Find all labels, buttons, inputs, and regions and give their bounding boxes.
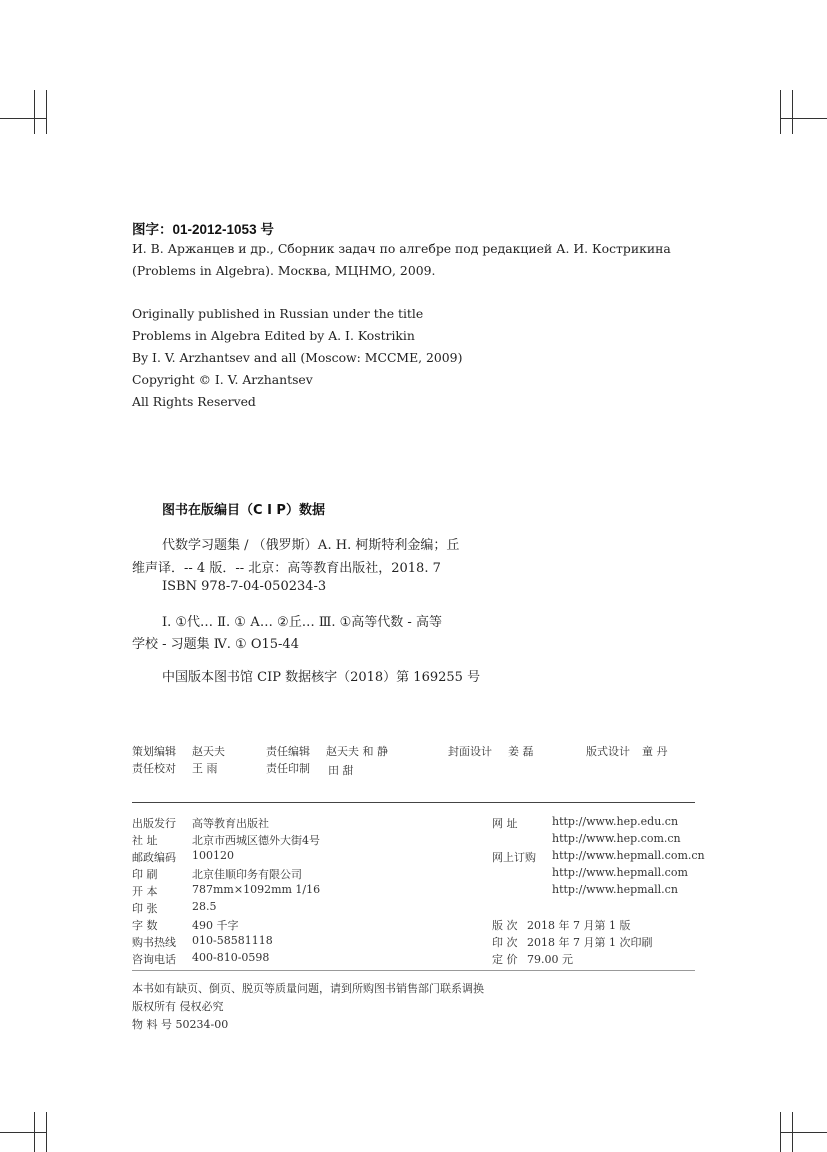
russian-source <box>132 238 671 282</box>
pub-label: 开 本 <box>132 885 158 898</box>
staff-name: 童 丹 <box>642 745 668 758</box>
quality-notice: 本书如有缺页、倒页、脱页等质量问题，请到所购图书销售部门联系调换 <box>132 982 484 995</box>
notice-line: By I. V. Arzhantsev and all (Moscow: MCCME, 2009) <box>132 350 463 365</box>
staff-name: 姜 磊 <box>508 745 534 758</box>
cip-line: 维声译．-- 4 版．-- 北京：高等教育出版社，2018. 7 <box>132 561 441 576</box>
notice-line: Originally published in Russian under the title <box>132 306 424 321</box>
staff-name: 赵天夫 <box>192 745 225 758</box>
russian-source-line: (Problems in Algebra). Москва, МЦНМО, 2009. <box>132 263 436 278</box>
web-address: http://www.hep.edu.cn <box>552 815 679 828</box>
staff-role: 策划编辑 <box>132 745 176 758</box>
pub-label: 印 刷 <box>132 868 158 881</box>
web-address: http://www.hepmall.cn <box>552 883 678 896</box>
notice-line: All Rights Reserved <box>132 394 256 409</box>
pub-label: 邮政编码 <box>132 851 176 864</box>
pub-label: 定 价 <box>492 953 518 966</box>
crop-mark <box>780 1132 827 1133</box>
pub-value: 高等教育出版社 <box>192 817 269 830</box>
pub-value: 490 千字 <box>192 919 239 932</box>
crop-mark <box>0 118 46 119</box>
pub-label: 版 次 <box>492 919 518 932</box>
pub-value: 2018 年 7 月第 1 次印刷 <box>527 936 653 949</box>
pub-label: 出版发行 <box>132 817 176 830</box>
crop-mark <box>34 90 35 134</box>
pub-value: 100120 <box>192 849 234 862</box>
crop-mark <box>0 1132 46 1133</box>
staff-role: 版式设计 <box>586 745 630 758</box>
crop-mark <box>46 90 47 134</box>
staff-role: 封面设计 <box>448 745 492 758</box>
registration-number: 图字：01-2012-1053 号 <box>132 222 274 237</box>
cip-line: 中国版本图书馆 CIP 数据核字（2018）第 169255 号 <box>162 670 481 685</box>
crop-mark <box>780 118 827 119</box>
pub-value: 010-58581118 <box>192 934 273 947</box>
pub-value: 787mm×1092mm 1/16 <box>192 883 321 896</box>
price: 79.00 元 <box>527 953 573 966</box>
material-number: 物 料 号 50234-00 <box>132 1018 229 1031</box>
copyright-notice <box>132 303 462 413</box>
pub-label: 社 址 <box>132 834 158 847</box>
staff-name: 田 甜 <box>328 764 354 777</box>
pub-label: 字 数 <box>132 919 158 932</box>
pub-label: 购书热线 <box>132 936 176 949</box>
pub-value: 28.5 <box>192 900 217 913</box>
cip-line: 学校 - 习题集 Ⅳ. ① O15-44 <box>132 637 299 652</box>
cip-line: Ⅰ. ①代… Ⅱ. ① А… ②丘… Ⅲ. ①高等代数 - 高等 <box>162 615 442 630</box>
copyright-reserved: 版权所有 侵权必究 <box>132 1000 224 1013</box>
crop-mark <box>792 90 793 134</box>
staff-name: 赵天夫 和 静 <box>326 745 388 758</box>
top-rule <box>132 802 695 803</box>
staff-name: 王 雨 <box>192 762 218 775</box>
crop-mark <box>780 90 781 134</box>
cip-line: ISBN 978-7-04-050234-3 <box>162 579 327 594</box>
web-address: http://www.hepmall.com <box>552 866 688 879</box>
pub-label: 印 次 <box>492 936 518 949</box>
cip-line: 代数学习题集 / （俄罗斯）А. Н. 柯斯特利金编；丘 <box>162 538 460 553</box>
pub-label: 咨询电话 <box>132 953 176 966</box>
staff-role: 责任校对 <box>132 762 176 775</box>
pub-value: 2018 年 7 月第 1 版 <box>527 919 631 932</box>
pub-value: 400-810-0598 <box>192 951 270 964</box>
pub-label: 网 址 <box>492 817 518 830</box>
crop-mark <box>46 1112 47 1152</box>
pub-value: 北京市西城区德外大街4号 <box>192 834 320 847</box>
notice-line: Copyright © I. V. Arzhantsev <box>132 372 313 387</box>
web-address: http://www.hep.com.cn <box>552 832 681 845</box>
russian-source-line: И. В. Аржанцев и др., Сборник задач по алгебре под редакцией А. И. Кострикина <box>132 241 671 256</box>
web-address: http://www.hepmall.com.cn <box>552 849 705 862</box>
bottom-rule <box>132 970 695 971</box>
notice-line: Problems in Algebra Edited by A. I. Kostrikin <box>132 328 415 343</box>
staff-role: 责任印制 <box>266 762 310 775</box>
pub-label: 网上订购 <box>492 851 536 864</box>
staff-role: 责任编辑 <box>266 745 310 758</box>
pub-label: 印 张 <box>132 902 158 915</box>
pub-value: 北京佳顺印务有限公司 <box>192 868 302 881</box>
cip-title: 图书在版编目（C I P）数据 <box>162 503 325 518</box>
